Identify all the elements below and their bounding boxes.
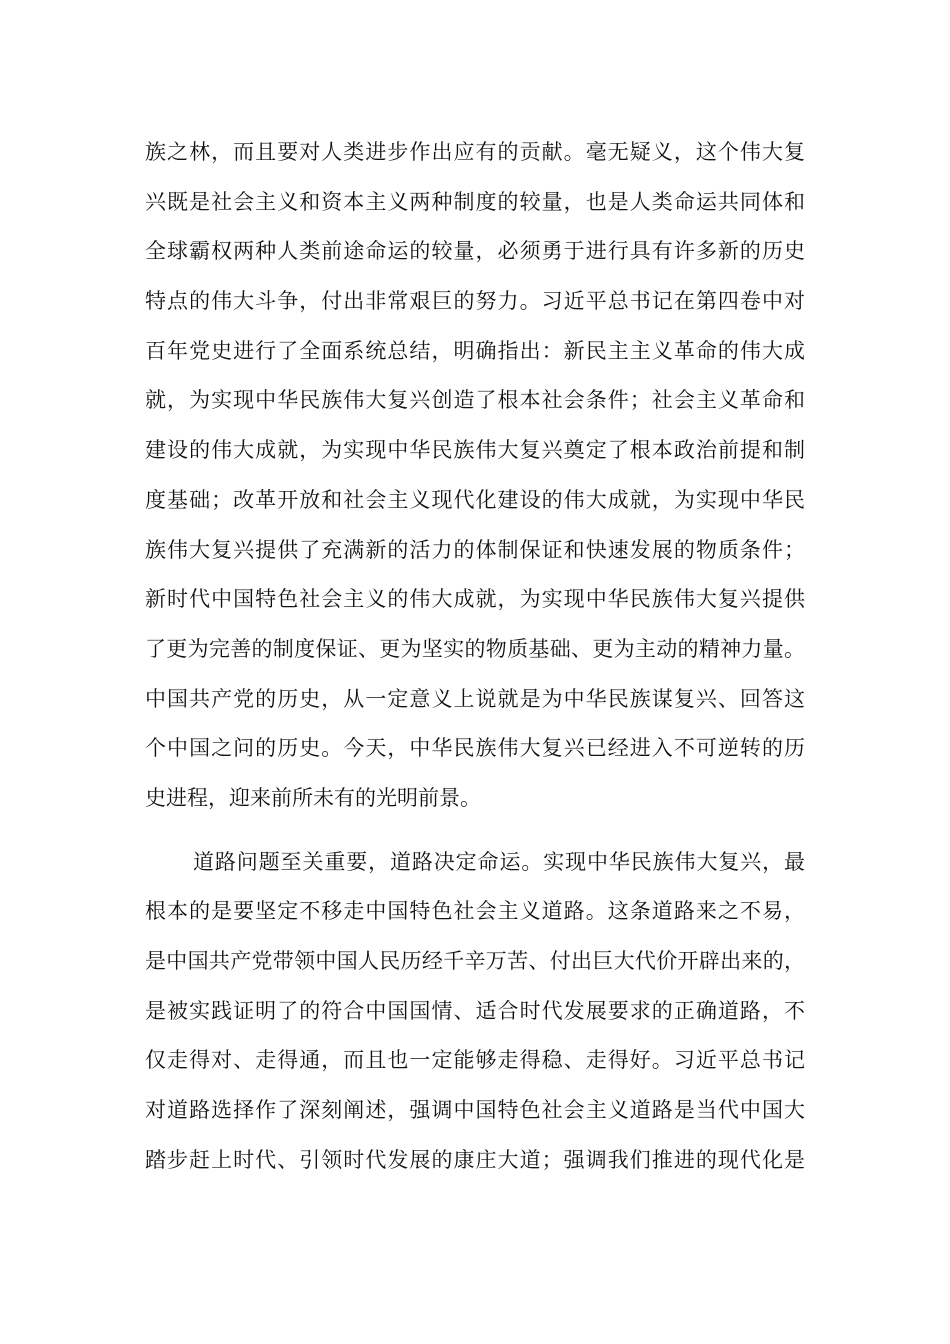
text-line: 史进程，迎来前所未有的光明前景。 xyxy=(145,785,481,810)
text-line: 根本的是要坚定不移走中国特色社会主义道路。这条道路来之不易， xyxy=(145,899,805,924)
text-line: 是被实践证明了的符合中国国情、适合时代发展要求的正确道路，不 xyxy=(145,998,805,1023)
text-line: 对道路选择作了深刻阐述，强调中国特色社会主义道路是当代中国大 xyxy=(145,1098,805,1123)
text-line: 仅走得对、走得通，而且也一定能够走得稳、走得好。习近平总书记 xyxy=(145,1048,805,1073)
text-line: 族之林，而且要对人类进步作出应有的贡献。毫无疑义，这个伟大复 xyxy=(145,140,805,164)
text-line: 个中国之问的历史。今天，中华民族伟大复兴已经进入不可逆转的历 xyxy=(145,736,805,761)
paragraph-2 xyxy=(145,838,805,1186)
paragraph-gap xyxy=(145,824,805,838)
text-line: 度基础；改革开放和社会主义现代化建设的伟大成就，为实现中华民 xyxy=(145,487,805,512)
text-line: 踏步赶上时代、引领时代发展的康庄大道；强调我们推进的现代化是 xyxy=(145,1147,805,1172)
text-line: 特点的伟大斗争，付出非常艰巨的努力。习近平总书记在第四卷中对 xyxy=(145,289,805,314)
text-line: 就，为实现中华民族伟大复兴创造了根本社会条件；社会主义革命和 xyxy=(145,388,805,413)
paragraph-1 xyxy=(145,128,805,824)
text-line: 了更为完善的制度保证、更为坚实的物质基础、更为主动的精神力量。 xyxy=(145,636,805,661)
text-line: 道路问题至关重要，道路决定命运。实现中华民族伟大复兴，最 xyxy=(193,849,805,874)
text-line: 百年党史进行了全面系统总结，明确指出：新民主主义革命的伟大成 xyxy=(145,338,805,363)
body-text xyxy=(145,128,805,1185)
text-line: 兴既是社会主义和资本主义两种制度的较量，也是人类命运共同体和 xyxy=(145,189,805,214)
text-line: 中国共产党的历史，从一定意义上说就是为中华民族谋复兴、回答这 xyxy=(145,686,805,711)
text-line: 族伟大复兴提供了充满新的活力的体制保证和快速发展的物质条件； xyxy=(145,537,805,562)
text-line: 新时代中国特色社会主义的伟大成就，为实现中华民族伟大复兴提供 xyxy=(145,587,805,612)
text-line: 全球霸权两种人类前途命运的较量，必须勇于进行具有许多新的历史 xyxy=(145,239,805,264)
text-line: 是中国共产党带领中国人民历经千辛万苦、付出巨大代价开辟出来的， xyxy=(145,949,805,973)
text-line: 建设的伟大成就，为实现中华民族伟大复兴奠定了根本政治前提和制 xyxy=(145,438,805,463)
